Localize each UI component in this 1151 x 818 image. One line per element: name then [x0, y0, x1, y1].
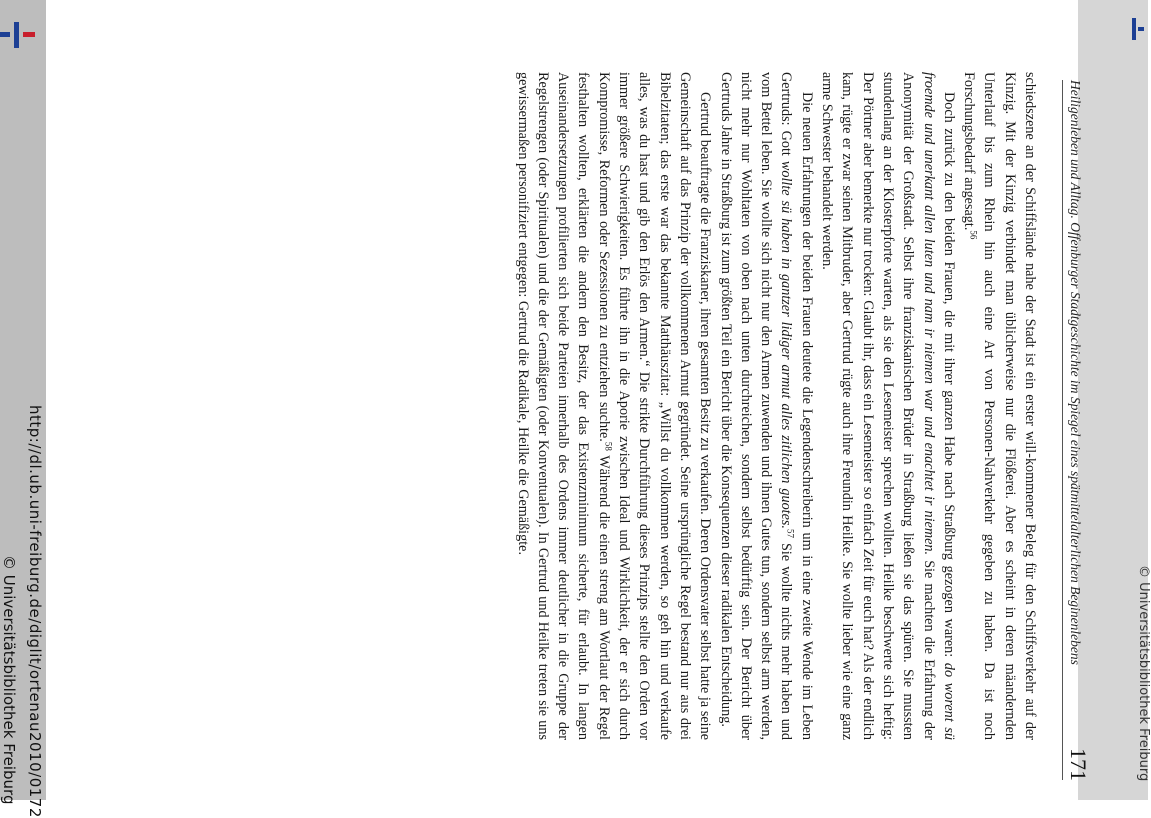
body-text [512, 72, 1040, 740]
quotation-italic: wollte sü haben in gantzer lidiger armut alles zitlichen guotes. [778, 160, 795, 529]
copyright-notice: © Universitätsbibliothek Freiburg [0, 555, 18, 805]
paragraph [959, 72, 1040, 740]
cut-off-copyright: © Universitätsbibliothek Freiburg [1136, 565, 1151, 782]
paragraph-text: Gertrud beauftragte die Franziskaner, ihren gesamten Besitz zu verkaufen. Deren Ordensvater selbst hatte ja seine Gemeinschaft auf das Prinzip der vollkommenen Armut gegründet. Seine ursprüngliche Regel bestand nur aus drei Bibelzitaten; das erste war das bekannte Matthäuszitat: „Willst du vollkommen werden, so geh hin und verkaufe alles, was du hast und gib den Erlös den Armen.“ Die strikte Durchführung dieses Prinzips stellte den Orden vor immer größere Schwierigkeiten. Es führte ihn in die Aporie zwischen Ideal und Wirklichkeit, der er sich durch Kompromisse, Reformen oder Sezessionen zu entziehen suchte. [595, 72, 714, 740]
paragraph [512, 72, 715, 740]
quotation-italic: do worent sü froemde und unerkant allen luten und nam ir niemen war und enachtet ir niemen. [920, 72, 957, 741]
running-title: Heiligenleben und Alltag. Offenburger Stadtgeschichte im Spiegel eines spätmittelalterlichen Beginenlebens [1068, 80, 1083, 665]
paragraph [817, 72, 959, 740]
paragraph [715, 72, 816, 740]
paragraph-text: Die neuen Erfahrungen der beiden Frauen deutete die Legendenschreiberin um in eine zweite Wende im Leben Gertruds: Gott [778, 72, 815, 740]
source-url[interactable]: http://dl.ub.uni-freiburg.de/diglit/ortenau2010/0172 [26, 405, 44, 818]
paragraph-text: Doch zurück zu den beiden Frauen, die mit ihrer ganzen Habe nach Straßburg gezogen waren: [940, 92, 957, 663]
paragraph-text: Während die einen streng am Wortlaut der Regel festhalten wollten, erklärten die andern den Besitz, der das Existenzminimum sicherte, für erlaubt. In langen Auseinandersetzungen profilierten sich beide Parteien innerhalb des Ordens immer deutlicher in die Gruppe der Regelstrengen (oder Spiritualen) und die der Gemäßigten (oder Konventualen). In Gertrud und Heilke treten sie uns gewissermaßen personifiziert entgegen: Gertrud die Radikale, Heilke die Gemäßigte. [514, 72, 612, 740]
header-rule [1062, 80, 1063, 780]
running-header [1063, 30, 1093, 790]
footnote-ref[interactable]: 56 [968, 230, 979, 240]
footnote-ref[interactable]: 57 [786, 528, 797, 538]
paragraph-text: Sie wollte nichts mehr haben und vom Bettel leben. Sie wollte sich nicht nur den Armen zuwenden und ihnen Gutes tun, sondern selbst arm werden, nicht mehr nur Wohltaten von oben nach unten durchreichen, sondern selbst bedürftig sein. Der Bericht über Gertruds Jahre in Straßburg ist zum größten Teil ein Bericht über die Konsequenzen dieser radikalen Entscheidung. [717, 72, 795, 740]
paragraph-text: Sie machten die Erfahrung der Anonymität der Großstadt. Selbst ihre franziskanischen Brüder in Straßburg ließen sie das spüren. Sie mussten stundenlang an der Klosterpforte warten, als sie den Lesemeister sprechen wollten. Heilke beschwerte sich heftig: Der Pörtner aber bemerkte nur trocken: Glaubt ihr, dass ein Lesemeister so einfach Zeit für euch hat? Als der endlich kam, rügte er zwar seinen Mitbruder, aber Gertrud rügte auch ihre Freundin Heilke. Sie wollte lieber wie eine ganz arme Schwester behandelt werden. [819, 72, 937, 740]
paragraph-text: schiedszene an der Schiffslände nahe der Stadt ist ein erster will-kommener Beleg für den Schiffsverkehr auf der Kinzig. Mit der Kinzig verbindet man üblicherweise nur die Flößerei. Aber es scheint in deren mäandernden Unterlauf bis zum Rhein hin auch eine Art von Personen-Nahverkehr gegeben zu haben. Da ist noch Forschungsbedarf angesagt. [961, 72, 1038, 740]
page-number: 171 [1066, 748, 1091, 781]
footnote-ref[interactable]: 58 [603, 441, 614, 451]
